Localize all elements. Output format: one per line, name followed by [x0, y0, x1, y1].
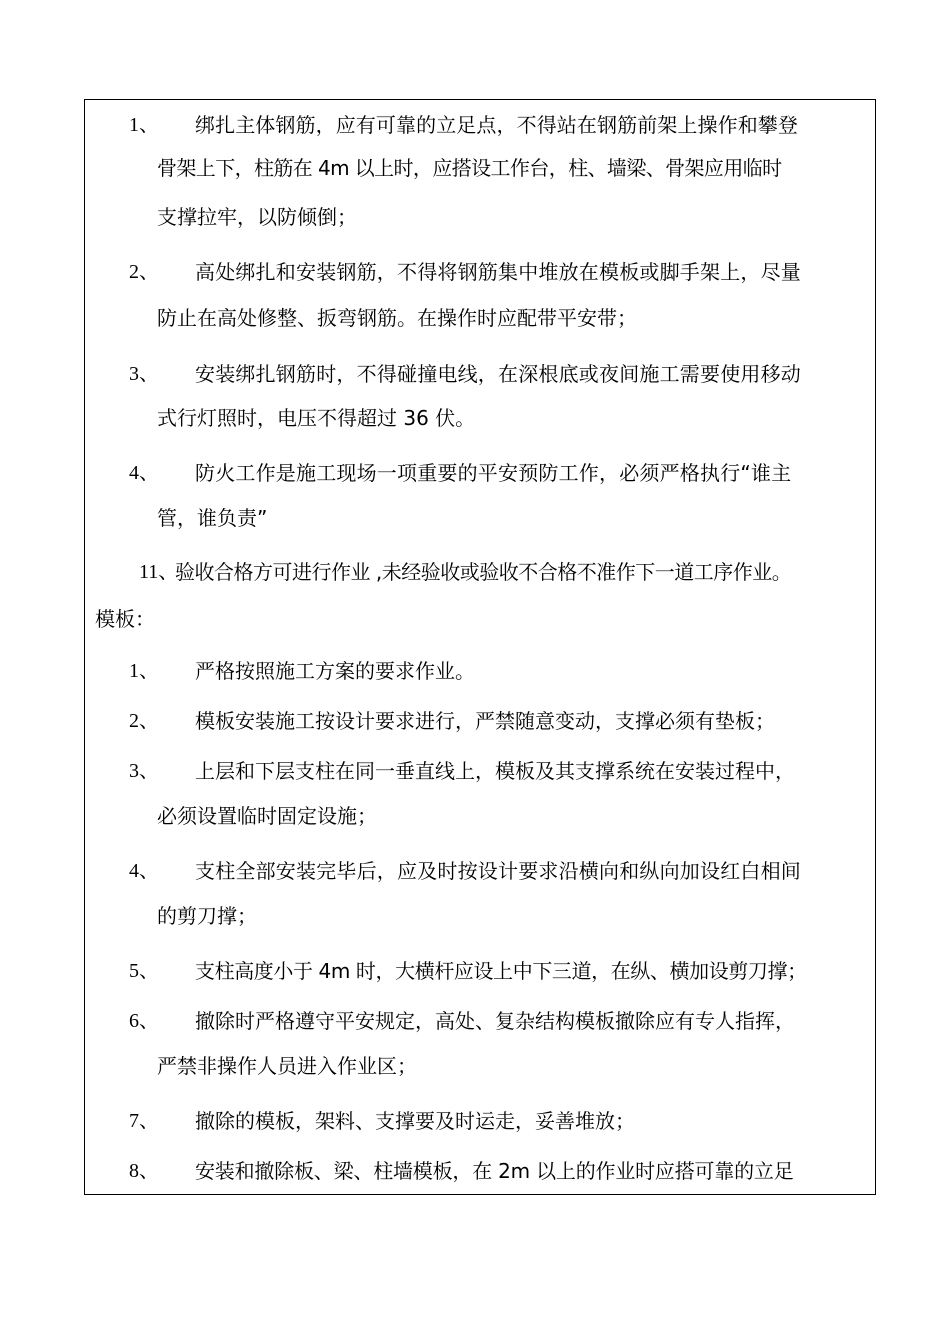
- item-line: 模板安装施工按设计要求进行，严禁随意变动，支撑必须有垫板；: [195, 709, 775, 733]
- item-line: 的剪刀撑；: [157, 904, 257, 928]
- item-line: 支柱全部安装完毕后，应及时按设计要求沿横向和纵向加设红白相间: [195, 859, 801, 883]
- item-line: 严禁非操作人员进入作业区；: [157, 1054, 417, 1078]
- item-line: 撤除时严格遵守平安规定，高处、复杂结构模板撤除应有专人指挥，: [195, 1009, 795, 1033]
- item-line: 式行灯照时，电压不得超过 36 伏。: [157, 406, 476, 430]
- item-number: 1、: [129, 114, 159, 136]
- formwork-heading: 模板：: [95, 607, 155, 631]
- item-line: 必须设置临时固定设施；: [157, 804, 377, 828]
- item-number: 1、: [129, 660, 159, 682]
- item-line: 安装和撤除板、梁、柱墙模板，在 2m 以上的作业时应搭可靠的立足: [195, 1159, 794, 1183]
- item-line: 安装绑扎钢筋时，不得碰撞电线，在深根底或夜间施工需要使用移动: [195, 362, 801, 386]
- item-number: 8、: [129, 1160, 159, 1182]
- item-number: 2、: [129, 261, 159, 283]
- item-line: 高处绑扎和安装钢筋，不得将钢筋集中堆放在模板或脚手架上，尽量: [195, 260, 801, 284]
- item-line: 管，谁负责”: [157, 506, 268, 530]
- item-line: 支柱高度小于 4m 时，大横杆应设上中下三道，在纵、横加设剪刀撑；: [195, 959, 807, 983]
- item-line: 骨架上下，柱筋在 4m 以上时，应搭设工作台，柱、墙梁、骨架应用临时: [157, 156, 782, 180]
- item-line: 防止在高处修整、扳弯钢筋。在操作时应配带平安带；: [157, 306, 637, 330]
- item-number: 4、: [129, 860, 159, 882]
- item-number: 3、: [129, 760, 159, 782]
- document-frame: [84, 99, 876, 1195]
- note-text: 验收合格方可进行作业 ,未经验收或验收不合格不准作下一道工序作业。: [175, 560, 792, 584]
- item-number: 7、: [129, 1110, 159, 1132]
- item-line: 绑扎主体钢筋，应有可靠的立足点，不得站在钢筋前架上操作和攀登: [195, 113, 798, 137]
- item-line: 撤除的模板，架料、支撑要及时运走，妥善堆放；: [195, 1109, 635, 1133]
- item-number: 3、: [129, 363, 159, 385]
- item-line: 支撑拉牢，以防倾倒；: [157, 205, 357, 229]
- item-number: 4、: [129, 462, 159, 484]
- item-line: 严格按照施工方案的要求作业。: [195, 659, 475, 683]
- item-line: 上层和下层支柱在同一垂直线上，模板及其支撑系统在安装过程中，: [195, 759, 795, 783]
- note-number: 11、: [139, 561, 179, 583]
- item-line: 防火工作是施工现场一项重要的平安预防工作，必须严格执行“谁主: [195, 461, 792, 485]
- item-number: 6、: [129, 1010, 159, 1032]
- item-number: 2、: [129, 710, 159, 732]
- item-number: 5、: [129, 960, 159, 982]
